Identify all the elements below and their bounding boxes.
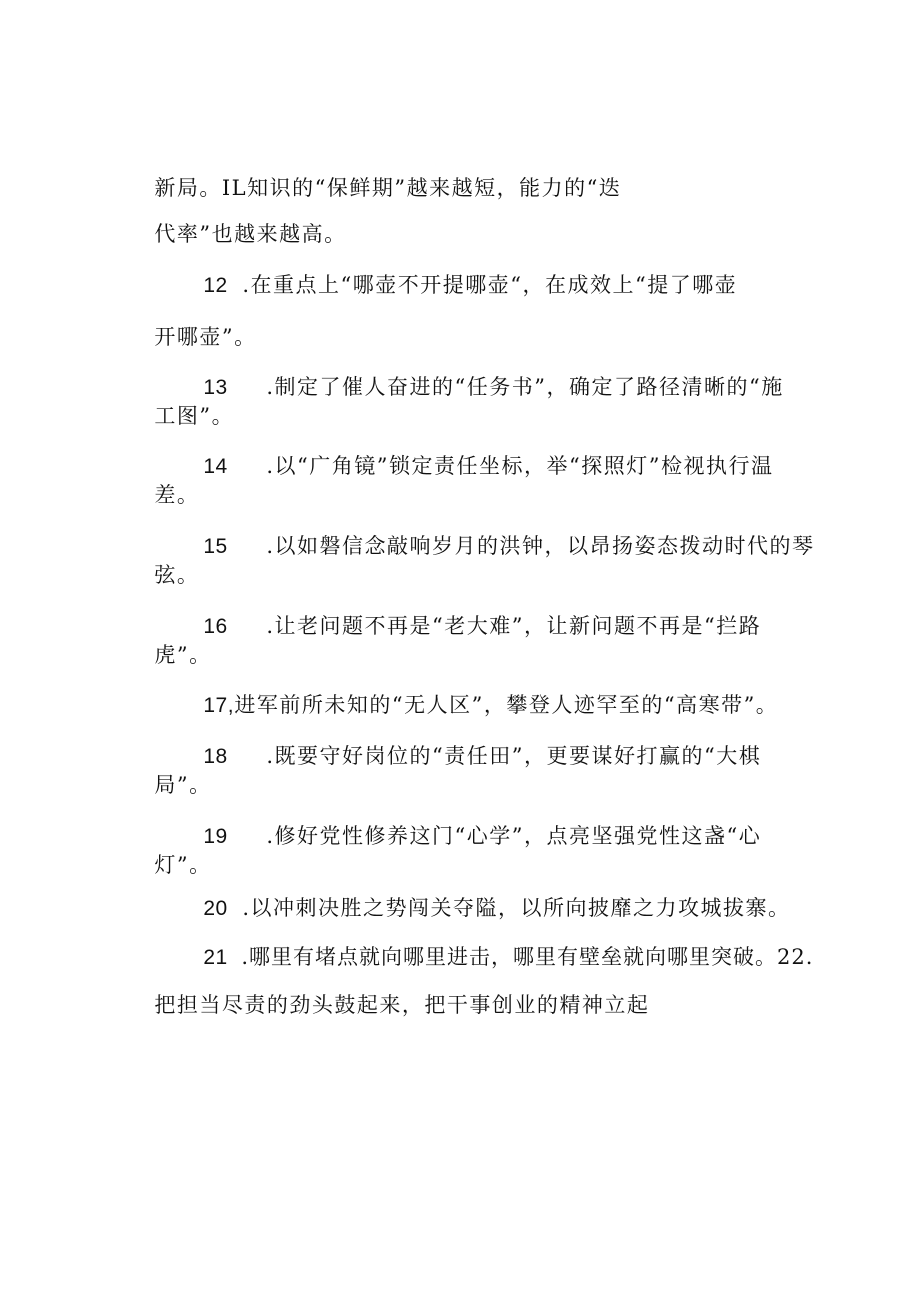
line-text: 虎”。: [154, 643, 212, 667]
text-line: [138, 533, 199, 589]
item-number: 15: [203, 535, 228, 558]
item-text: .以“广角镜”锁定责任坐标，举“探照灯”检视执行温: [266, 454, 774, 478]
item-number: 17,: [203, 694, 235, 717]
list-item: [250, 794, 761, 850]
list-item: [218, 663, 778, 719]
item-text: .以冲刺决胜之势闯关夺隘，以所向披靡之力攻城拔寨。: [242, 896, 791, 920]
line-text: 局”。: [154, 773, 212, 797]
text-line: [138, 453, 199, 509]
item-text: .以如磐信念敲响岁月的洪钟，以昂扬姿态拨动时代的琴: [266, 534, 815, 558]
item-number: 21: [203, 946, 228, 969]
line-text: 工图”。: [154, 404, 235, 428]
list-item: [250, 584, 761, 640]
text-line: [138, 963, 649, 1019]
list-item: [226, 866, 791, 922]
line-text: 开哪壶”。: [154, 325, 257, 349]
line-text: 新局。IL知识的“保鲜期”越来越短，能力的“迭: [154, 176, 622, 200]
list-item: [226, 243, 737, 299]
text-line: [138, 743, 212, 799]
item-text: .修好党性修养这门“心学”，点亮坚强党性这盏“心: [266, 824, 762, 848]
line-text: 灯”。: [154, 853, 212, 877]
item-text: .制定了催人奋进的“任务书”，确定了路径清晰的“施: [266, 375, 784, 399]
item-text: 进军前所未知的“无人区”，攀登人迹罕至的“高寒带”。: [234, 693, 779, 717]
item-number: 20: [203, 897, 228, 920]
item-text: .哪里有堵点就向哪里进击，哪里有壁垒就向哪里突破。22.: [241, 945, 814, 969]
list-item: [250, 504, 815, 560]
item-number: 13: [203, 376, 228, 399]
line-text: 差。: [154, 483, 200, 507]
list-item-number: [187, 243, 228, 300]
text-line: [138, 192, 347, 248]
item-number: 18: [203, 745, 228, 768]
line-text: 代率”也越来越高。: [154, 222, 347, 246]
line-text: 把担当尽责的劲头鼓起来，把干事创业的精神立起: [154, 993, 650, 1017]
item-number: 16: [203, 615, 228, 638]
item-number: 14: [203, 455, 228, 478]
list-item: [250, 714, 761, 770]
list-item: [250, 424, 773, 480]
item-number: 12: [203, 274, 228, 297]
item-text: .既要守好岗位的“责任田”，更要谋好打赢的“大棋: [266, 744, 762, 768]
item-number: 19: [203, 825, 228, 848]
item-text: .让老问题不再是“老大难”，让新问题不再是“拦路: [266, 614, 762, 638]
text-line: [138, 613, 212, 669]
item-text: .在重点上“哪壶不开提哪壶“，在成效上“提了哪壶: [242, 273, 738, 297]
text-line: [138, 295, 257, 351]
text-line: [138, 374, 234, 430]
line-text: 弦。: [154, 563, 200, 587]
list-item: [250, 345, 784, 401]
